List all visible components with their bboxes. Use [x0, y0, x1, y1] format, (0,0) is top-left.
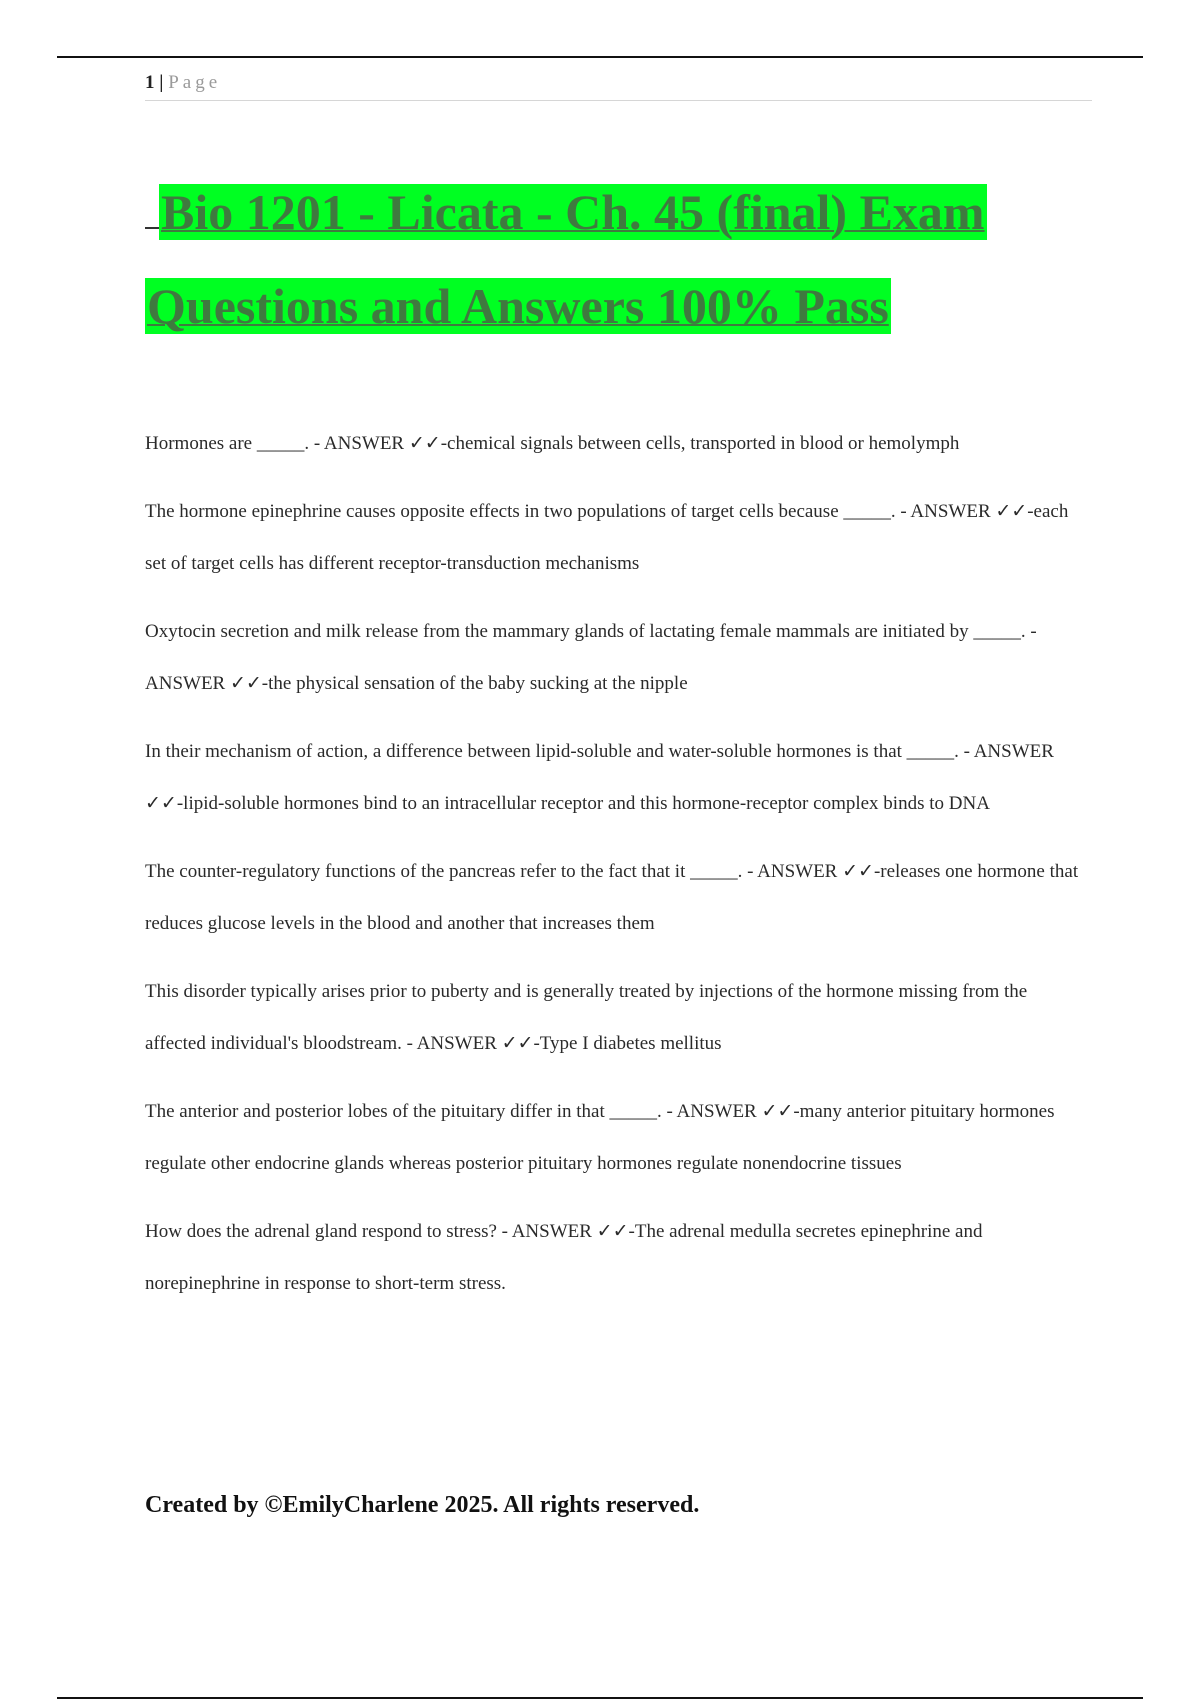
- qa-item: The anterior and posterior lobes of the pituitary differ in that _____. - ANSWER ✓✓-many anterior pituitary hormones regulate other endocrine glands whereas posterior pituitary hormones regulate nonendocrine tissues: [145, 1101, 1055, 1174]
- qa-item: In their mechanism of action, a difference between lipid-soluble and water-soluble hormones is that _____. - ANSWER ✓✓-lipid-soluble hormones bind to an intracellular receptor and this hormone-receptor complex binds to DNA: [145, 741, 1054, 814]
- qa-item: The counter-regulatory functions of the pancreas refer to the fact that it _____. - ANSWER ✓✓-releases one hormone that reduces glucose levels in the blood and another that increases them: [145, 861, 1079, 934]
- title-line-2-text: Questions and Answers 100% Pass: [147, 278, 889, 334]
- qa-list: [145, 418, 1090, 1326]
- qa-item: Oxytocin secretion and milk release from the mammary glands of lactating female mammals are initiated by _____. - ANSWER ✓✓-the physical sensation of the baby sucking at the nipple: [145, 621, 1037, 694]
- qa-item: This disorder typically arises prior to puberty and is generally treated by injections of the hormone missing from the affected individual's bloodstream. - ANSWER ✓✓-Type I diabetes mellitus: [145, 981, 1028, 1054]
- title-line-2: [145, 259, 1075, 353]
- page-header: [145, 72, 1092, 101]
- qa-item: Hormones are _____. - ANSWER ✓✓-chemical signals between cells, transported in blood or hemolymph: [145, 433, 960, 454]
- document-title: [145, 165, 1075, 353]
- qa-item: The hormone epinephrine causes opposite effects in two populations of target cells because _____. - ANSWER ✓✓-each set of target cells has different receptor-transduction mechanisms: [145, 501, 1069, 574]
- qa-item: How does the adrenal gland respond to stress? - ANSWER ✓✓-The adrenal medulla secretes epinephrine and norepinephrine in response to short-term stress.: [145, 1221, 983, 1294]
- bottom-rule: [57, 1697, 1143, 1699]
- title-line-1-text: Bio 1201 - Licata - Ch. 45 (final) Exam: [161, 184, 985, 240]
- top-rule: [57, 56, 1143, 58]
- page-word: Page: [168, 72, 222, 93]
- copyright-credit: Created by ©EmilyCharlene 2025. All rights reserved.: [145, 1492, 700, 1518]
- page-separator: |: [154, 72, 169, 93]
- page-number: 1: [145, 72, 155, 93]
- title-line-1: [145, 165, 1075, 259]
